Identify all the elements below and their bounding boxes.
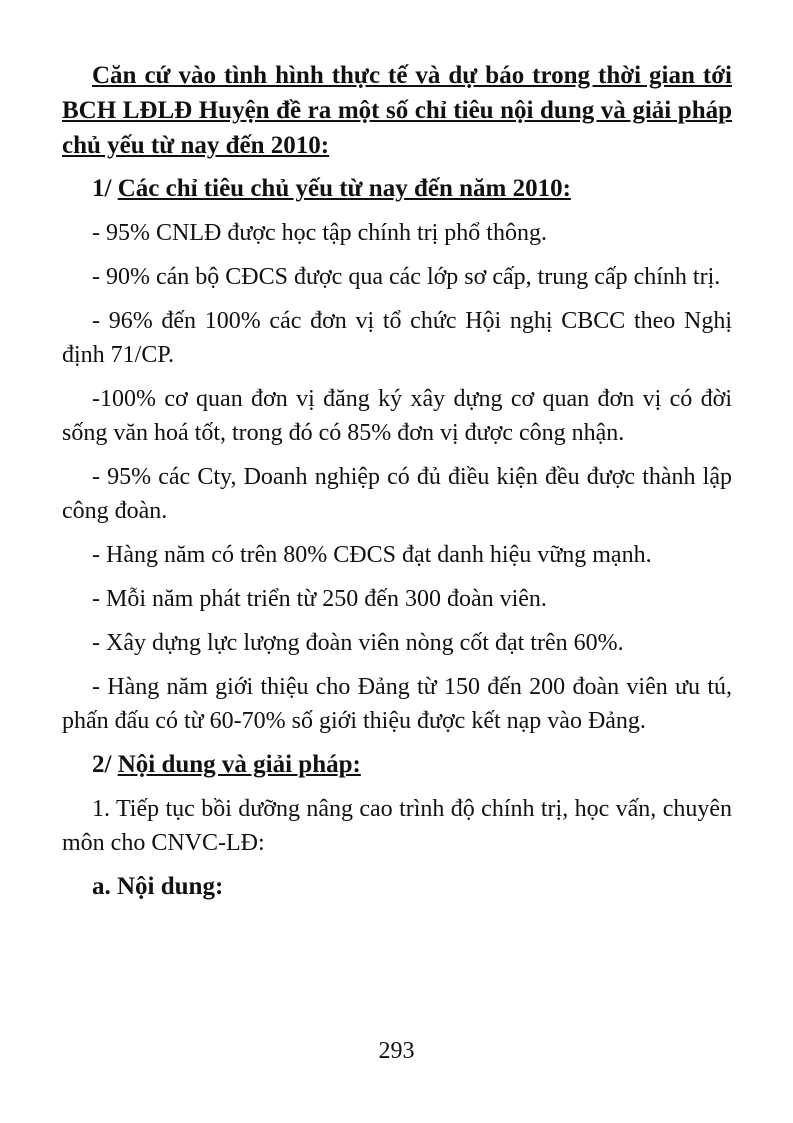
section-1-number: 1/ <box>92 175 118 202</box>
content-item-1: 1. Tiếp tục bồi dưỡng nâng cao trình độ chính trị, học vấn, chuyên môn cho CNVC-LĐ: <box>62 796 732 856</box>
target-item: - Hàng năm có trên 80% CĐCS đạt danh hiệu vững mạnh. <box>92 542 652 568</box>
target-item: - 90% cán bộ CĐCS được qua các lớp sơ cấp, trung cấp chính trị. <box>92 264 721 290</box>
section-2-title-text: Nội dung và giải pháp: <box>117 751 361 778</box>
subheading-a: a. Nội dung: <box>92 873 224 900</box>
target-item: - Hàng năm giới thiệu cho Đảng từ 150 đến 200 đoàn viên ưu tú, phấn đấu có từ 60-70% số giới thiệu được kết nạp vào Đảng. <box>62 674 732 734</box>
target-item: - 95% các Cty, Doanh nghiệp có đủ điều kiện đều được thành lập công đoàn. <box>62 464 732 524</box>
page-number: 293 <box>378 1038 415 1064</box>
page-heading: Căn cứ vào tình hình thực tế và dự báo trong thời gian tới BCH LĐLĐ Huyện đề ra một số chỉ tiêu nội dung và giải pháp chủ yếu từ nay đến 2010: <box>62 62 732 159</box>
document-page <box>62 58 732 914</box>
section-2-number: 2/ <box>92 751 118 778</box>
section-2-title <box>92 748 732 782</box>
section-1-title <box>92 172 732 206</box>
target-item: - 96% đến 100% các đơn vị tổ chức Hội nghị CBCC theo Nghị định 71/CP. <box>62 308 732 368</box>
target-item: - Mỗi năm phát triển từ 250 đến 300 đoàn viên. <box>92 586 547 612</box>
target-item: - Xây dựng lực lượng đoàn viên nòng cốt đạt trên 60%. <box>92 630 624 656</box>
target-item: -100% cơ quan đơn vị đăng ký xây dựng cơ quan đơn vị có đời sống văn hoá tốt, trong đó có 85% đơn vị được công nhận. <box>62 386 732 446</box>
target-item: - 95% CNLĐ được học tập chính trị phổ thông. <box>92 220 547 246</box>
section-1-title-text: Các chỉ tiêu chủ yếu từ nay đến năm 2010: <box>117 175 571 202</box>
